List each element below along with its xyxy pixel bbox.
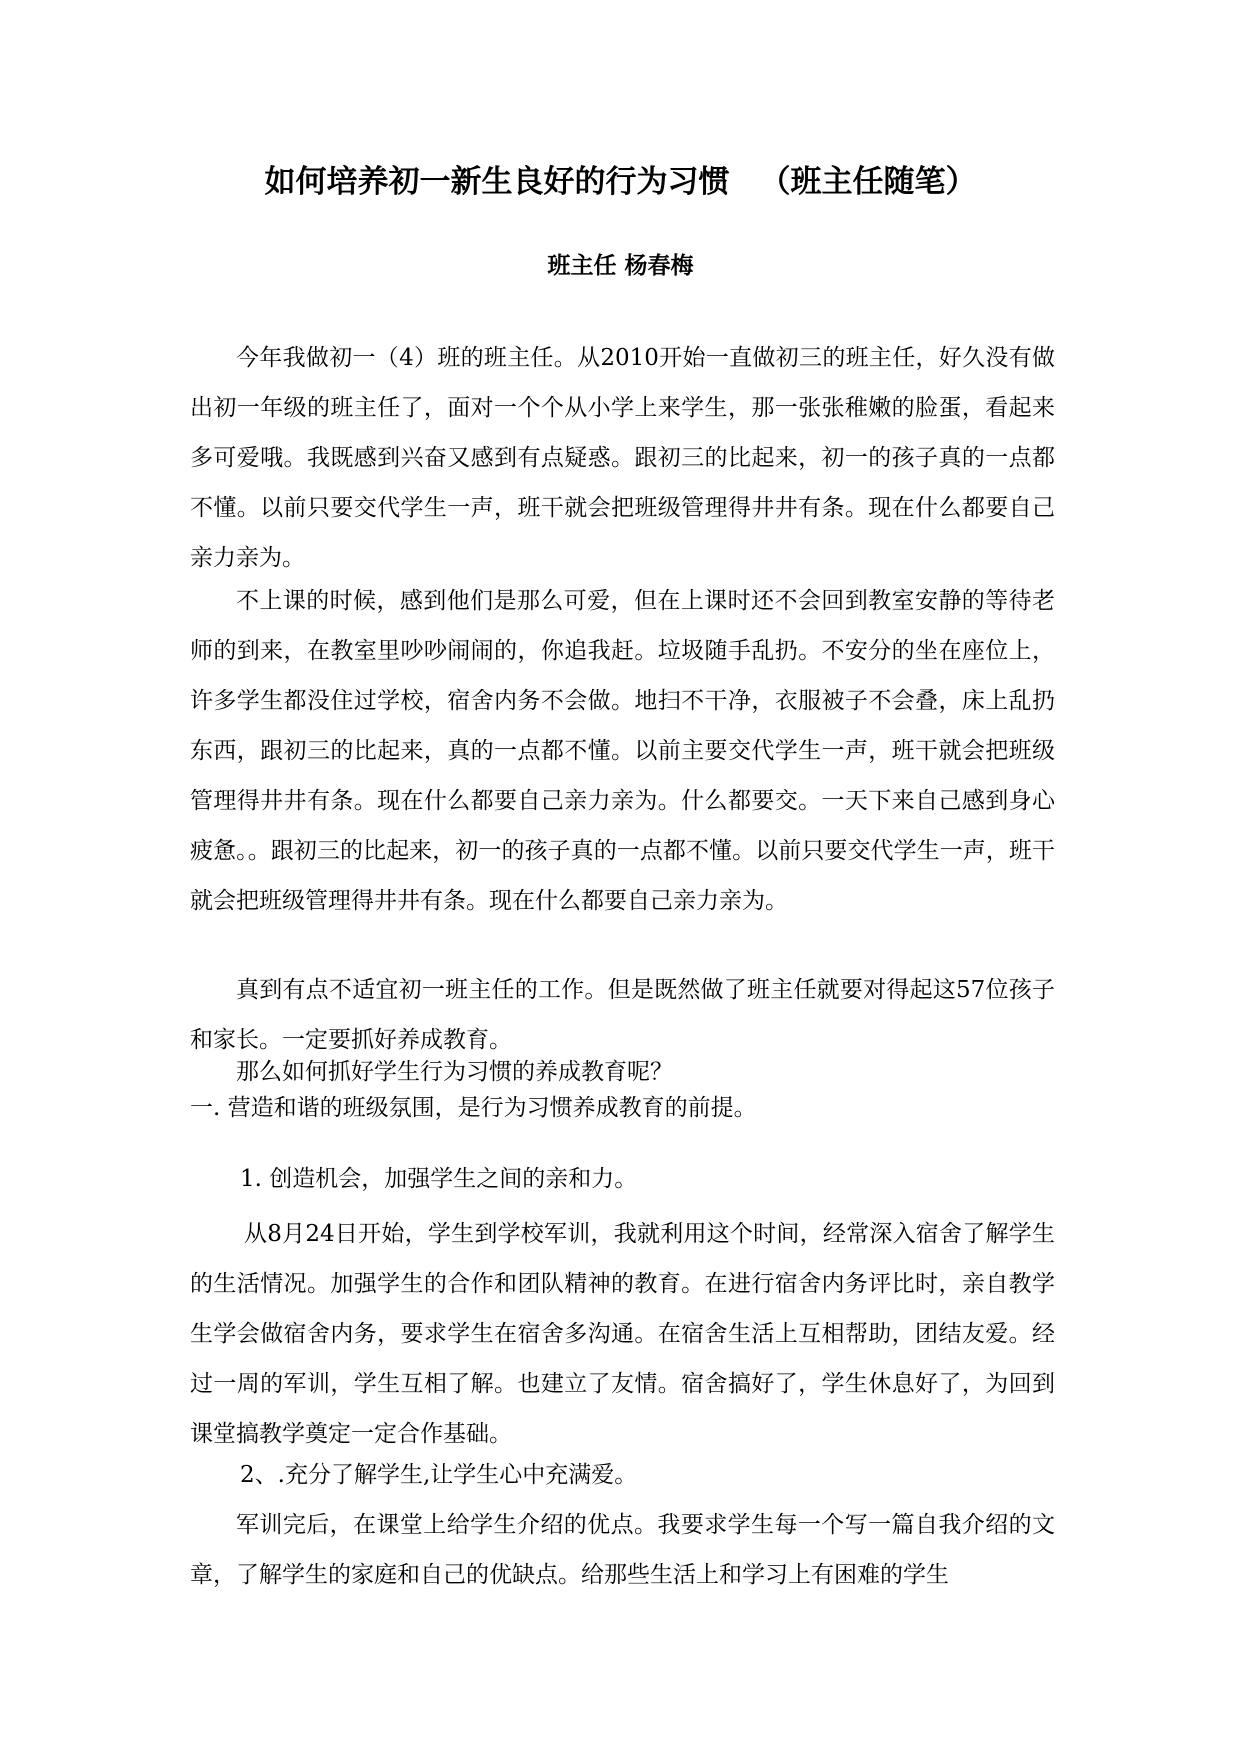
title-main: 如何培养初一新生良好的行为习惯: [264, 164, 730, 200]
paragraph-2: 不上课的时候，感到他们是那么可爱，但在上课时还不会回到教室安静的等待老师的到来，在教室里吵吵闹闹的，你追我赶。垃圾随手乱扔。不安分的坐在座位上，许多学生都没住过学校，宿舍内务不会做。地扫不干净，衣服被子不会叠，床上乱扔东西，跟初三的比起来，真的一点都不懂。以前主要交代学生一声，班干就会把班级管理得井井有条。现在什么都要自己亲力亲为。什么都要交。一天下来自己感到身心疲惫。。跟初三的比起来，初一的孩子真的一点都不懂。以前只要交代学生一声，班干就会把班级管理得井井有条。现在什么都要自己亲力亲为。: [190, 588, 1055, 914]
paragraph-4: 那么如何抓好学生行为习惯的养成教育呢？: [236, 1059, 673, 1085]
section-heading-1: 一. 营造和谐的班级氛围，是行为习惯养成教育的前提。: [190, 1095, 757, 1121]
paragraph-5: 从8月24日开始，学生到学校军训，我就利用这个时间，经常深入宿舍了解学生的生活情况。加强学生的合作和团队精神的教育。在进行宿舍内务评比时，亲自教学生学会做宿舍内务，要求学生在宿舍多沟通。在宿舍生活上互相帮助，团结友爱。经过一周的军训，学生互相了解。也建立了友情。宿舍搞好了，学生休息好了，为回到课堂搞教学奠定一定合作基础。: [190, 1221, 1055, 1447]
paragraph-3: 真到有点不适宜初一班主任的工作。但是既然做了班主任就要对得起这57位孩子和家长。一定要抓好养成教育。: [190, 977, 1055, 1053]
title-subtitle: （班主任随笔）: [759, 164, 977, 200]
paragraph-6: 军训完后，在课堂上给学生介绍的优点。我要求学生每一个写一篇自我介绍的文章，了解学生的家庭和自己的优缺点。给那些生活上和学习上有困难的学生: [190, 1512, 1055, 1588]
document-author: 班主任 杨春梅: [547, 253, 694, 279]
subsection-heading-2: 2、.充分了解学生,让学生心中充满爱。: [240, 1462, 638, 1488]
paragraph-1: 今年我做初一（4）班的班主任。从2010开始一直做初三的班主任，好久没有做出初一年级的班主任了，面对一个个从小学上来学生，那一张张稚嫩的脸蛋，看起来多可爱哦。我既感到兴奋又感到有点疑惑。跟初三的比起来，初一的孩子真的一点都不懂。以前只要交代学生一声，班干就会把班级管理得井井有条。现在什么都要自己亲力亲为。: [190, 345, 1055, 571]
subsection-heading-1: 1. 创造机会，加强学生之间的亲和力。: [240, 1166, 638, 1192]
document-title: [0, 162, 1241, 202]
